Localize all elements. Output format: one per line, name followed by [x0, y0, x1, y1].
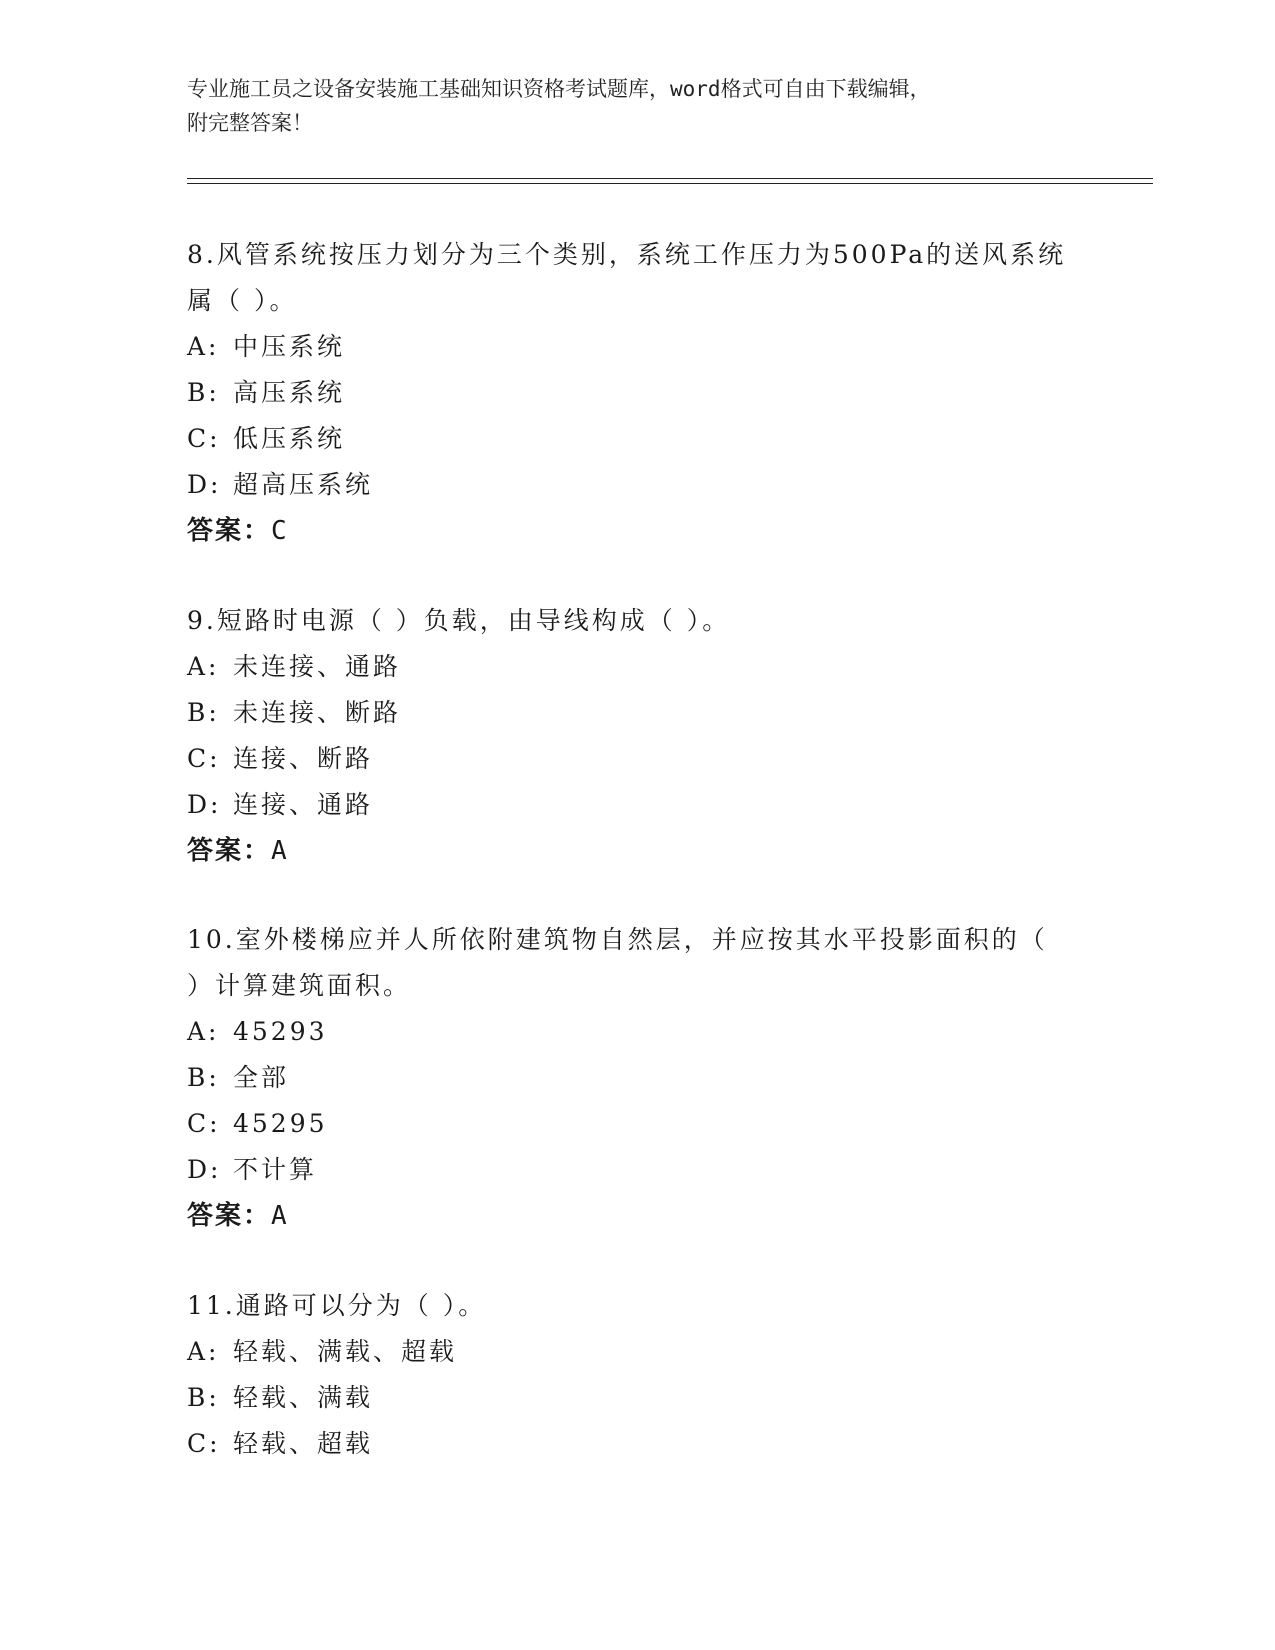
option-text: 未连接、通路 [233, 652, 402, 681]
option-text: 45293 [233, 1017, 328, 1046]
option-c [187, 736, 1067, 782]
option-c [187, 1421, 1067, 1467]
option-letter: C: [187, 1429, 221, 1458]
option-letter: B: [187, 1383, 220, 1412]
question-9 [187, 598, 1067, 874]
question-8 [187, 232, 1067, 554]
option-text: 全部 [233, 1063, 290, 1092]
option-text: 超高压系统 [233, 470, 374, 499]
option-d [187, 462, 1067, 508]
header-divider-bottom [187, 183, 1153, 184]
option-d [187, 782, 1067, 828]
answer-value: A [271, 1201, 289, 1231]
option-letter: A: [187, 332, 220, 361]
option-d [187, 1147, 1067, 1193]
option-letter: D: [187, 470, 222, 499]
option-text: 未连接、断路 [233, 698, 402, 727]
option-text: 高压系统 [233, 378, 346, 407]
answer-label: 答案： [187, 1201, 272, 1231]
answer-line [187, 1193, 1067, 1239]
option-text: 轻载、满载、超载 [233, 1337, 458, 1366]
answer-line [187, 508, 1067, 554]
option-text: 轻载、超载 [233, 1429, 374, 1458]
question-11 [187, 1283, 1067, 1467]
header-line-2: 附完整答案！ [187, 111, 313, 135]
option-a [187, 1329, 1067, 1375]
option-text: 低压系统 [233, 424, 346, 453]
option-letter: A: [187, 1337, 220, 1366]
option-b [187, 370, 1067, 416]
option-text: 不计算 [233, 1155, 318, 1184]
header-divider-top [187, 178, 1153, 179]
option-letter: C: [187, 424, 221, 453]
answer-value: C [271, 516, 289, 546]
option-letter: A: [187, 652, 220, 681]
question-stem: 8.风管系统按压力划分为三个类别，系统工作压力为500Pa的送风系统属（ ）。 [187, 240, 1067, 315]
option-letter: D: [187, 1155, 222, 1184]
option-text: 轻载、满载 [233, 1383, 374, 1412]
option-letter: D: [187, 790, 222, 819]
answer-line [187, 828, 1067, 874]
answer-label: 答案： [187, 836, 272, 866]
option-b [187, 690, 1067, 736]
option-a [187, 324, 1067, 370]
option-text: 中压系统 [233, 332, 346, 361]
header-line-1: 专业施工员之设备安装施工基础知识资格考试题库，word格式可自由下载编辑， [187, 77, 931, 101]
answer-label: 答案： [187, 516, 272, 546]
option-c [187, 1101, 1067, 1147]
option-b [187, 1375, 1067, 1421]
option-b [187, 1055, 1067, 1101]
option-a [187, 1009, 1067, 1055]
option-letter: C: [187, 744, 221, 773]
question-stem: 9.短路时电源（ ）负载，由导线构成（ ）。 [187, 606, 731, 635]
question-10 [187, 917, 1067, 1239]
answer-value: A [271, 836, 289, 866]
document-header [187, 72, 1087, 140]
option-text: 45295 [233, 1109, 328, 1138]
option-c [187, 416, 1067, 462]
option-letter: B: [187, 698, 220, 727]
option-letter: B: [187, 1063, 220, 1092]
option-a [187, 644, 1067, 690]
question-stem: 10.室外楼梯应并人所依附建筑物自然层，并应按其水平投影面积的（ ）计算建筑面积。 [187, 925, 1048, 1000]
option-letter: C: [187, 1109, 221, 1138]
option-text: 连接、断路 [233, 744, 374, 773]
option-letter: B: [187, 378, 220, 407]
option-letter: A: [187, 1017, 220, 1046]
question-stem: 11.通路可以分为（ ）。 [187, 1291, 487, 1320]
option-text: 连接、通路 [233, 790, 374, 819]
